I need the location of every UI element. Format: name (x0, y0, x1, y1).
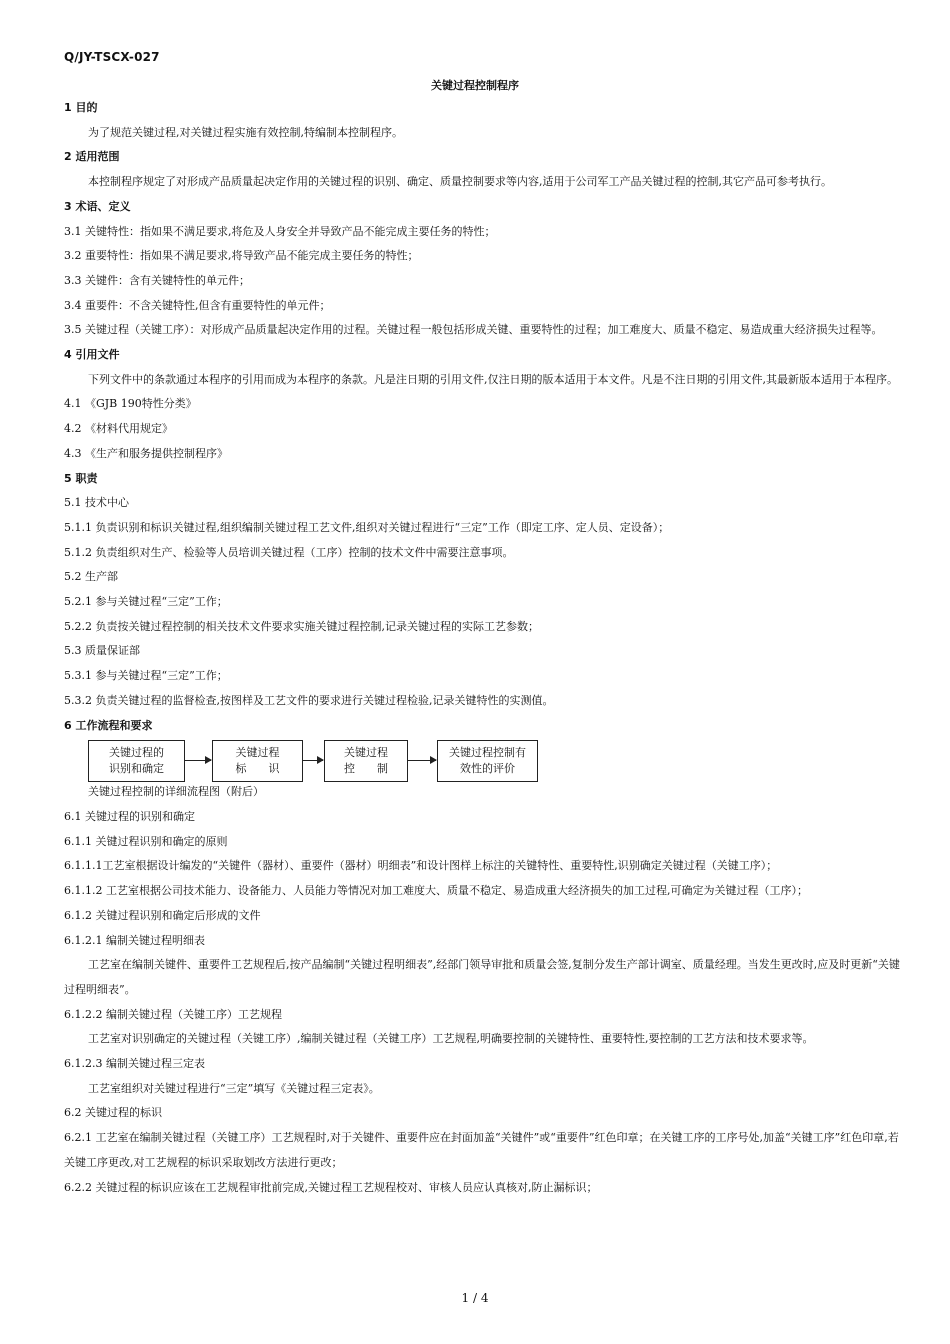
paragraph: 5.1.2 负责组织对生产、检验等人员培训关键过程（工序）控制的技术文件中需要注意事项。 (64, 545, 514, 559)
flowchart-arrow (185, 760, 211, 761)
section-heading: 2 适用范围 (64, 150, 120, 164)
paragraph: 工艺室对识别确定的关键过程（关键工序）,编制关键过程（关键工序）工艺规程,明确要控制的关键特性、重要特性,要控制的工艺方法和技术要求等。 (88, 1032, 814, 1046)
paragraph: 6.1 关键过程的识别和确定 (64, 809, 195, 823)
paragraph: 6.2.1 工艺室在编制关键过程（关键工序）工艺规程时,对于关键件、重要件应在封面加盖“关键件”或“重要件”红色印章；在关键工序的工序号处,加盖“关键工序”红色印章,若关键工序更改,对工艺规程的标识采取划改方法进行更改； (64, 1131, 899, 1169)
paragraph: 6.1.1 关键过程识别和确定的原则 (64, 834, 228, 848)
paragraph: 5.1.1 负责识别和标识关键过程,组织编制关键过程工艺文件,组织对关键过程进行“三定”工作（即定工序、定人员、定设备）； (64, 520, 670, 534)
document-code: Q/JY-TSCX-027 (64, 50, 160, 64)
paragraph: 5.2 生产部 (64, 570, 118, 584)
paragraph: 4.3 《生产和服务提供控制程序》 (64, 446, 228, 460)
section-heading: 5 职责 (64, 471, 98, 485)
paragraph: 6.2.2 关键过程的标识应该在工艺规程审批前完成,关键过程工艺规程校对、审核人员应认真核对,防止漏标识； (64, 1180, 598, 1194)
document-body (64, 96, 904, 1200)
paragraph: 3.5 关键过程（关键工序）：对形成产品质量起决定作用的过程。关键过程一般包括形成关键、重要特性的过程；加工难度大、质量不稳定、易造成重大经济损失过程等。 (64, 323, 883, 337)
flowchart-step-text: 识别和确定 (109, 762, 164, 776)
document-title: 关键过程控制程序 (431, 79, 519, 92)
paragraph: 为了规范关键过程,对关键过程实施有效控制,特编制本控制程序。 (88, 125, 403, 139)
paragraph: 5.1 技术中心 (64, 496, 129, 510)
paragraph: 3.4 重要件：不含关键特性,但含有重要特性的单元件； (64, 298, 331, 312)
flowchart-step (212, 740, 303, 782)
paragraph: 3.1 关键特性：指如果不满足要求,将危及人身安全并导致产品不能完成主要任务的特性； (64, 224, 496, 238)
flowchart-step-text: 关键过程的 (109, 746, 164, 760)
paragraph: 5.3 质量保证部 (64, 644, 140, 658)
paragraph: 5.3.2 负责关键过程的监督检查,按图样及工艺文件的要求进行关键过程检验,记录关键特性的实测值。 (64, 693, 554, 707)
flowchart-step-text: 关键过程 (344, 746, 388, 760)
section-heading: 3 术语、定义 (64, 199, 131, 213)
flowchart-step-text: 关键过程控制有 (449, 746, 526, 760)
paragraph: 5.2.2 负责按关键过程控制的相关技术文件要求实施关键过程控制,记录关键过程的实际工艺参数； (64, 619, 539, 633)
paragraph: 3.2 重要特性：指如果不满足要求,将导致产品不能完成主要任务的特性； (64, 249, 419, 263)
paragraph: 6.1.2 关键过程识别和确定后形成的文件 (64, 908, 261, 922)
paragraph: 6.2 关键过程的标识 (64, 1106, 162, 1120)
paragraph: 6.1.1.2 工艺室根据公司技术能力、设备能力、人员能力等情况对加工难度大、质量不稳定、易造成重大经济损失的加工过程,可确定为关键过程（工序）； (64, 884, 808, 898)
paragraph: 工艺室组织对关键过程进行“三定”填写《关键过程三定表》。 (88, 1081, 380, 1095)
flowchart-step (437, 740, 538, 782)
paragraph: 4.2 《材料代用规定》 (64, 422, 173, 436)
flowchart-arrow (303, 760, 323, 761)
paragraph: 3.3 关键件：含有关键特性的单元件； (64, 273, 250, 287)
section-heading: 1 目的 (64, 101, 98, 114)
flowchart-arrow (408, 760, 436, 761)
paragraph: 4.1 《GJB 190特性分类》 (64, 397, 197, 411)
flowchart-step-text: 标 识 (235, 762, 280, 776)
flowchart-step (324, 740, 408, 782)
paragraph: 工艺室在编制关键件、重要件工艺规程后,按产品编制“关键过程明细表”,经部门领导审批和质量会签,复制分发生产部计调室、质量经理。当发生更改时,应及时更新“关键过程明细表”。 (64, 958, 900, 996)
flowchart-caption: 关键过程控制的详细流程图（附后） (88, 785, 264, 799)
paragraph: 5.3.1 参与关键过程“三定”工作； (64, 669, 228, 683)
flowchart-step-text: 关键过程 (235, 746, 280, 760)
paragraph: 6.1.2.2 编制关键过程（关键工序）工艺规程 (64, 1007, 282, 1021)
paragraph: 6.1.1.1工艺室根据设计编发的“关键件（器材）、重要件（器材）明细表”和设计图样上标注的关键特性、重要特性,识别确定关键过程（关键工序）； (64, 859, 778, 873)
flowchart-step (88, 740, 185, 782)
flowchart-step-text: 效性的评价 (460, 762, 515, 776)
paragraph: 下列文件中的条款通过本程序的引用而成为本程序的条款。凡是注日期的引用文件,仅注日期的版本适用于本文件。凡是不注日期的引用文件,其最新版本适用于本程序。 (88, 372, 898, 386)
paragraph: 6.1.2.1 编制关键过程明细表 (64, 933, 205, 947)
section-heading: 4 引用文件 (64, 348, 120, 362)
paragraph: 6.1.2.3 编制关键过程三定表 (64, 1057, 205, 1071)
section-heading: 6 工作流程和要求 (64, 718, 153, 732)
paragraph: 本控制程序规定了对形成产品质量起决定作用的关键过程的识别、确定、质量控制要求等内容,适用于公司军工产品关键过程的控制,其它产品可参考执行。 (88, 175, 832, 189)
page-number: 1 / 4 (461, 1291, 489, 1305)
paragraph: 5.2.1 参与关键过程“三定”工作； (64, 595, 228, 609)
flowchart-step-text: 控 制 (344, 762, 388, 776)
process-flowchart (64, 740, 904, 792)
